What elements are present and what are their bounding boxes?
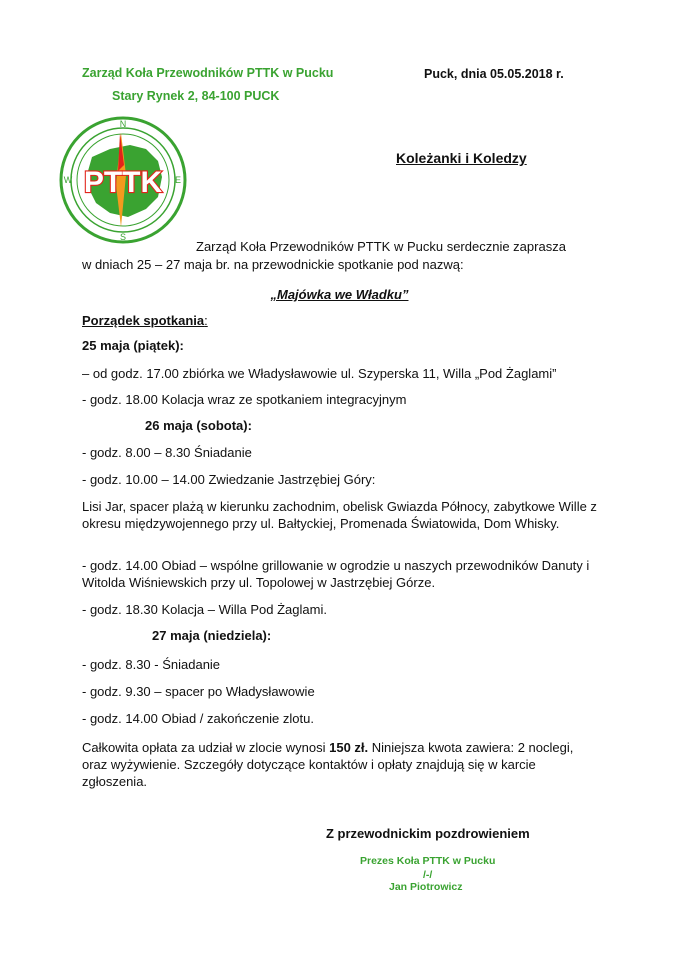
signature-name: Jan Piotrowicz (389, 881, 463, 893)
cost-amount: 150 zł. (329, 740, 369, 755)
day-2-item-4: - godz. 14.00 Obiad – wspólne grillowanie w ogrodzie u naszych przewodników Danuty i Witolda Wiśniewskich przy ul. Topolowej w Jastrzębiej Górze. (82, 558, 590, 590)
day-2-item-3: Lisi Jar, spacer plażą w kierunku zachodnim, obelisk Gwiazda Północy, zabytkowe Wille z okresu międzywojennego przy ul. Bałtyckiej, Promenada Światowida, Dom Whisky. (82, 499, 597, 531)
day-3-title: 27 maja (niedziela): (152, 628, 272, 643)
day-2-item-5: - godz. 18.30 Kolacja – Willa Pod Żaglami. (82, 602, 327, 617)
day-1-item-2: - godz. 18.00 Kolacja wraz ze spotkaniem integracyjnym (82, 392, 407, 407)
logo-south: S (119, 232, 127, 242)
greeting-heading: Koleżanki i Koledzy (396, 150, 527, 166)
event-name: „Majówka we Władku” (270, 287, 409, 302)
day-2-item-1: - godz. 8.00 – 8.30 Śniadanie (82, 445, 252, 460)
logo-west: W (63, 175, 73, 185)
program-heading (82, 313, 208, 328)
day-3-item-1: - godz. 8.30 - Śniadanie (82, 657, 221, 672)
cost-paragraph (82, 739, 602, 790)
logo-north: N (119, 119, 127, 129)
cost-text-after: Niniejsza kwota zawiera: 2 noclegi, oraz wyżywienie. Szczegóły dotyczące kontaktów i opłaty znajdują się w karcie zgłoszenia. (82, 740, 574, 789)
closing-phrase: Z przewodnickim pozdrowieniem (326, 826, 530, 841)
day-1-title: 25 maja (piątek): (82, 338, 184, 353)
signature-title: Prezes Koła PTTK w Pucku (360, 855, 496, 867)
cost-text-before: Całkowita opłata za udział w zlocie wynosi (82, 740, 330, 755)
logo-east: E (174, 175, 182, 185)
pttk-logo (58, 115, 188, 245)
day-3-item-2: - godz. 9.30 – spacer po Władysławowie (82, 684, 315, 699)
day-3-item-3: - godz. 14.00 Obiad / zakończenie zlotu. (82, 711, 314, 726)
intro-line-2: w dniach 25 – 27 maja br. na przewodnickie spotkanie pod nazwą: (82, 257, 464, 272)
day-1-item-1: – od godz. 17.00 zbiórka we Władysławowie ul. Szyperska 11, Willa „Pod Żaglami” (82, 366, 557, 381)
org-address: Stary Rynek 2, 84-100 PUCK (112, 89, 280, 103)
intro-line-1: Zarząd Koła Przewodników PTTK w Pucku serdecznie zaprasza (196, 239, 566, 254)
letter-date: Puck, dnia 05.05.2018 r. (424, 67, 564, 81)
signature-mark: /-/ (423, 869, 433, 881)
logo-text: PTTK (83, 166, 163, 199)
day-2-item-2: - godz. 10.00 – 14.00 Zwiedzanie Jastrzębiej Góry: (82, 472, 376, 487)
program-heading-colon: : (204, 313, 208, 328)
org-name: Zarząd Koła Przewodników PTTK w Pucku (82, 66, 334, 80)
program-heading-text: Porządek spotkania (82, 313, 205, 328)
day-2-title: 26 maja (sobota): (145, 418, 252, 433)
